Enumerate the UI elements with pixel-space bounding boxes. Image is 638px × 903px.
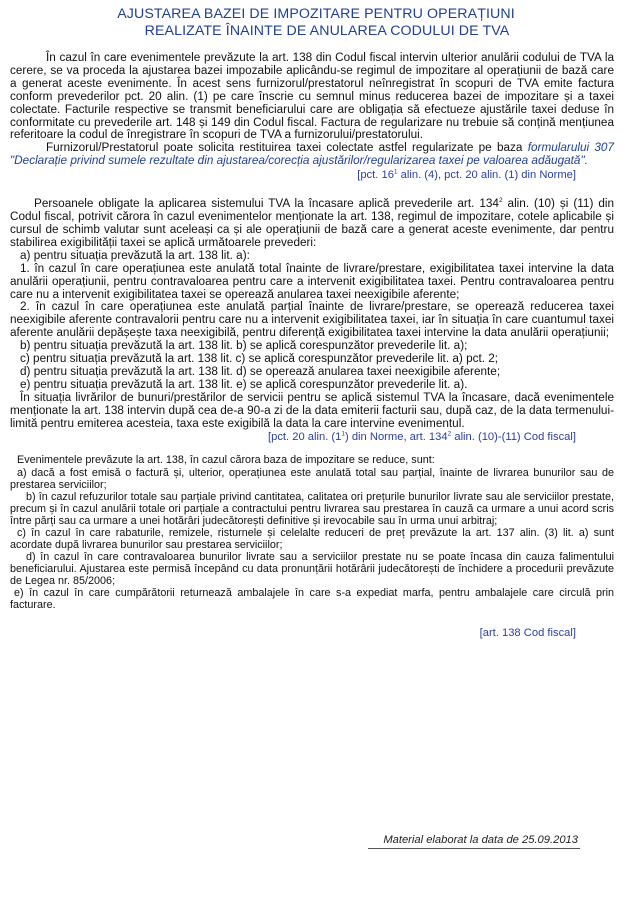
event-item-e: e) în cazul în care cumpărătorii returnează ambalajele în care s-a expediat marfa, pentru ambalajele care circulă prin facturare. — [10, 586, 614, 612]
list-item-b: b) pentru situația prevăzută la art. 138 lit. b) se aplică corespunzător prevederile lit. a); — [20, 339, 468, 353]
footer — [10, 834, 614, 850]
reference-norme-2: [pct. 20 alin. $(1^1)$ din Norme, art. $134^2$ alin. (10)-(11) Cod fiscal] — [267, 430, 576, 444]
event-item-b: b) în cazul refuzurilor totale sau parțiale privind cantitatea, calitatea ori prețurile bunurilor livrate sau ale serviciilor prestate, precum și în cazul anulării totale ori parțiale a contractului pentru livrarea sau prestarea în cauză ca urmare a unui acord scris între părți sau ca urmare a unei hotărâri judecătorești definitive și irevocabile sau în urma unui arbitraj; — [10, 490, 614, 527]
restituire-text: Furnizorul/Prestatorul poate solicita restituirea taxei colectate astfel regularizate pe baza — [46, 141, 523, 155]
title-line-1: AJUSTAREA BAZEI DE IMPOZITARE PENTRU OPERAȚIUNI — [117, 6, 515, 22]
paragraph-90-zile: În situația livrărilor de bunuri/prestărilor de servicii pentru se aplică sistemul TVA la încasare, dacă evenimentele menționate la art. 138 intervin după cea de-a 90-a zi de la data emiterii facturii sau, după caz, de la data termenului-limită pentru emiterea acesteia, taxa este exigibilă la data la care intervine evenimentul. — [10, 390, 614, 430]
formular-307-link[interactable]: formularului 307 "Declarație privind sumele rezultate din ajustarea/corecția ajustărilor/regularizarea taxei pe valoarea adăugată". — [10, 141, 614, 168]
paragraph-evenimente-intro: Evenimentele prevăzute la art. 138, în cazul cărora baza de impozitare se reduce, sunt: — [17, 454, 435, 467]
event-item-a: a) dacă a fost emisă o factură și, ulterior, operațiunea este anulată total sau parțial, înainte de livrarea bunurilor sau de prestarea serviciilor; — [10, 466, 614, 491]
document-page — [10, 4, 614, 640]
footer-divider — [368, 848, 580, 849]
section-evenimente-art-138 — [10, 454, 614, 640]
paragraph-tva-incasare-intro: Persoanele obligate la aplicarea sistemului TVA la încasare aplică prevederile art. $134^2$ alin. (10) și (11) din Codul fiscal, potrivit cărora în cazul evenimentelor menționate la art. 138, regimul de impozitare, cotele aplicabile și cursul de schimb valutar sunt aceleași ca și ale operațiunii de bază care a generat aceste evenimente, dar pentru stabilirea exigibilității taxei se aplică următoarele prevederi: — [10, 197, 615, 249]
title-line-2: REALIZATE ÎNAINTE DE ANULAREA CODULUI DE TVA — [144, 23, 510, 39]
list-item-a2: 2. în cazul în care operațiunea este anulată parțial înainte de livrare/prestare, se operează reducerea taxei neexigibile aferente contravalorii pentru care nu a intervenit exigibilitatea taxei, iar în situația în care cuantumul taxei aferente anulării depășește taxa neexigibilă, pentru diferență exigibilitatea taxei intervine la data anulării operațiunii; — [10, 300, 614, 340]
page-title — [10, 6, 614, 40]
section-tva-incasare — [10, 198, 614, 444]
reference-cod-fiscal: [art. 138 Cod fiscal] — [479, 627, 576, 640]
section-anulare-cod-tva — [10, 52, 614, 182]
event-item-d: d) în cazul în care contravaloarea bunurilor livrate sau a serviciilor prestate nu se poate încasa din cauza falimentului beneficiarului. Ajustarea este permisă începând cu data pronunțării hotărârii judecătorești de închidere a procedurii prevăzute de Legea nr. 85/2006; — [10, 550, 614, 587]
list-item-d: d) pentru situația prevăzută la art. 138 lit. d) se operează anularea taxei neexigibile aferente; — [20, 364, 501, 378]
list-item-a: a) pentru situația prevăzută la art. 138 lit. a): — [20, 248, 250, 262]
list-item-a1: 1. în cazul în care operațiunea este anulată total înainte de livrare/prestare, exigibilitatea taxei intervine la data anulării operațiunii, pentru contravaloarea pentru care a intervenit exigibilitatea taxei. Pentru contravaloarea pentru care nu a intervenit exigibilitatea taxei se operează anularea taxei neexigibile aferente; — [10, 261, 614, 301]
list-item-e: e) pentru situația prevăzută la art. 138 lit. e) se aplică corespunzător prevederile lit. a). — [20, 377, 468, 391]
footer-date-note: Material elaborat la data de 25.09.2013 — [383, 834, 578, 846]
event-item-c: c) în cazul în care rabaturile, remizele, risturnele și celelalte reduceri de preț prevăzute la art. 137 alin. (3) lit. a) sunt acordate după livrarea bunurilor sau prestarea serviciilor; — [10, 526, 614, 551]
reference-norme-1: [pct. $16^1$ alin. (4), pct. 20 alin. (1) din Norme] — [357, 168, 576, 182]
list-item-c: c) pentru situația prevăzută la art. 138 lit. c) se aplică corespunzător prevederile lit. a) pct. 2; — [20, 352, 499, 366]
paragraph-ajustare-baza: În cazul în care evenimentele prevăzute la art. 138 din Codul fiscal intervin ulterior anulării codului de TVA la cerere, se va proceda la ajustarea bazei impozabile aplicându-se regimul de impozitare al operațiunii de bază care a generat aceste evenimente. În acest sens furnizorul/prestatorul neînregistrat în scopuri de TVA emite factura conform prevederilor pct. 20 alin. (1) pe care înscrie cu semnul minus reducerea bazei de impozitare și a taxei colectate. Facturile respective se transmit beneficiarului care are obligația să efectueze ajustările taxei deduse în conformitate cu prevederile art. 148 și 149 din Codul fiscal. Factura de regularizare nu trebuie să conțină mențiunea referitoare la codul de înregistrare în scopuri de TVA a furnizorului/prestatorului. — [10, 51, 614, 142]
paragraph-restituire — [10, 142, 614, 168]
